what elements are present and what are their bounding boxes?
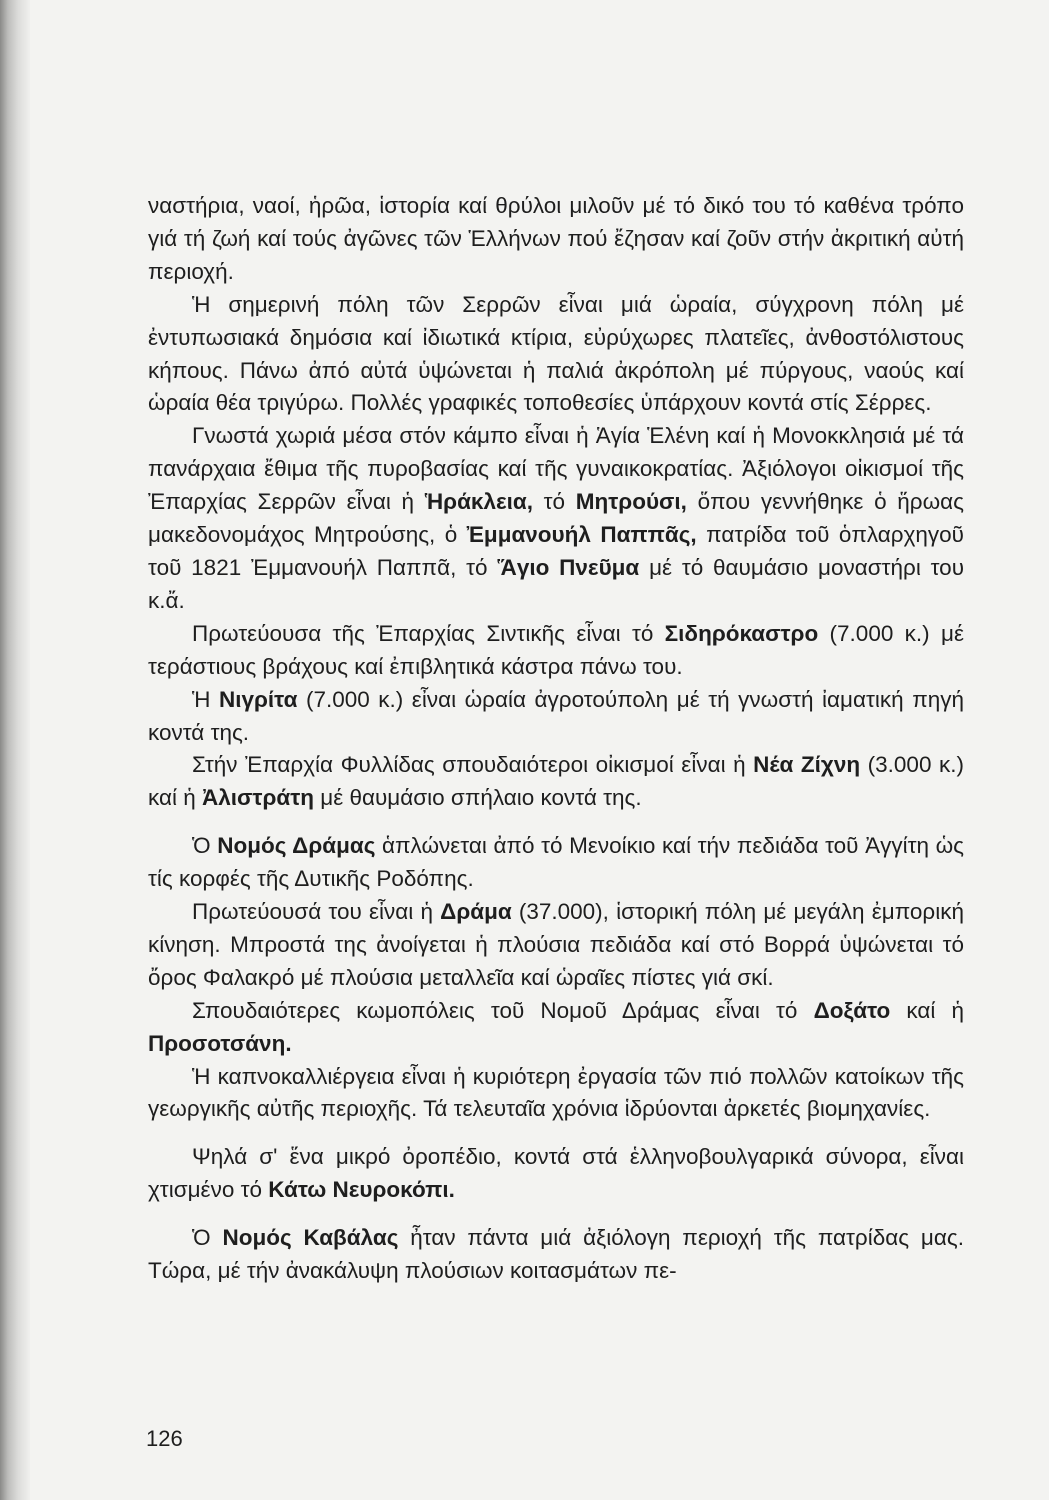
text-run: ναστήρια, ναοί, ἡρῶα, ἱστορία καί θρύλοι μιλοῦν μέ τό δικό του τό καθένα τρόπο γιά τή ζωή καί τούς ἀγῶνες τῶν Ἑλλήνων πού ἔζησαν καί ζοῦν στήν ἀκριτική αὐτή περιοχή. (148, 193, 964, 284)
paragraph (148, 1222, 964, 1288)
text-run: Ὁ (192, 833, 218, 859)
bold-term: Νομός Δράμας (217, 833, 376, 859)
paragraph (148, 896, 964, 995)
text-run: πατρίδα τοῦ ὁπλαρχηγοῦ τοῦ 1821 Ἐμμανουήλ Παππᾶ, τό (148, 522, 964, 580)
text-run: (3.000 κ.) καί ἡ (148, 752, 964, 811)
bold-term: Νέα Ζίχνη (753, 752, 861, 778)
text-run: μέ θαυμάσιο σπήλαιο κοντά της. (313, 785, 642, 811)
bold-term: Ἅγιο Πνεῦμα (497, 554, 640, 580)
bold-term: Δράμα (440, 899, 512, 925)
text-run: (7.000 κ.) μέ τεράστιους βράχους καί ἐπιβλητικά κάστρα πάνω του. (148, 620, 964, 679)
bold-term: Ἐμμανουήλ Παππᾶς, (466, 522, 697, 548)
text-run: ἦταν πάντα μιά ἀξιόλογη περιοχή τῆς πατρίδας μας. Τώρα, μέ τήν ἀνακάλυψη πλούσιων κοιτασμάτων πε- (148, 1225, 965, 1284)
page-number: 126 (146, 1426, 183, 1451)
bold-term: Προσοτσάνη. (148, 1030, 292, 1056)
text-run: Ἡ (192, 686, 219, 712)
paragraph (148, 749, 964, 815)
bold-term: Σιδηρόκαστρο (664, 620, 819, 646)
paragraph (148, 684, 964, 750)
bold-term: Ἀλιστράτη (202, 785, 314, 811)
text-run: Ψηλά σ' ἕνα μικρό ὀροπέδιο, κοντά στά ἑλληνοβουλγαρικά σύνορα, εἶναι χτισμένο τό (148, 1144, 964, 1203)
text-run: Σπουδαιότερες κωμοπόλεις τοῦ Νομοῦ Δράμας εἶναι τό (192, 997, 814, 1023)
bold-term: Κάτω Νευροκόπι. (268, 1177, 455, 1203)
text-run: Ἡ καπνοκαλλιέργεια εἶναι ἡ κυριότερη ἐργασία τῶν πιό πολλῶν κατοίκων τῆς γεωργικῆς αὐτῆς περιοχῆς. Τά τελευταῖα χρόνια ἱδρύονται ἀρκετές βιομηχανίες. (148, 1063, 964, 1122)
text-run: (37.000), ἱστορική πόλη μέ μεγάλη ἐμπορική κίνηση. Μπροστά της ἀνοίγεται ἡ πλούσια πεδιάδα καί στό Βορρά ὑψώνεται τό ὄρος Φαλακρό μέ πλούσια μεταλλεῖα καί ὡραῖες πίστες γιά σκί. (148, 899, 964, 990)
body-text (148, 190, 964, 1288)
text-run: (7.000 κ.) εἶναι ὡραία ἀγροτούπολη μέ τή γνωστή ἰαματική πηγή κοντά της. (148, 686, 965, 745)
paragraph (148, 190, 964, 289)
paragraph (148, 618, 964, 684)
text-run: καί ἡ (890, 997, 964, 1023)
text-run: Πρωτεύουσά του εἶναι ἡ (192, 899, 441, 925)
text-run: μέ τό θαυμάσιο μοναστήρι του κ.ἄ. (148, 554, 964, 613)
page-binding-shadow (0, 0, 30, 1500)
bold-term: Ἡράκλεια, (424, 489, 533, 515)
bold-term: Μητρούσι, (575, 489, 687, 515)
bold-term: Δοξάτο (813, 997, 891, 1023)
text-run: Πρωτεύουσα τῆς Ἐπαρχίας Σιντικῆς εἶναι τό (192, 620, 665, 646)
text-run: ἁπλώνεται ἀπό τό Μενοίκιο καί τήν πεδιάδα τοῦ Ἀγγίτη ὡς τίς κορφές τῆς Δυτικῆς Ροδόπης. (148, 833, 964, 892)
text-run: Ἡ σημερινή πόλη τῶν Σερρῶν εἶναι μιά ὡραία, σύγχρονη πόλη μέ ἐντυπωσιακά δημόσια καί ἰδιωτικά κτίρια, εὐρύχωρες πλατεῖες, ἀνθοστόλιστους κήπους. Πάνω ἀπό αὐτά ὑψώνεται ἡ παλιά ἀκρόπολη μέ πύργους, ναούς καί ὡραία θέα τριγύρω. Πολλές γραφικές τοποθεσίες ὑπάρχουν κοντά στίς Σέρρες. (148, 291, 964, 416)
text-run: Στήν Ἐπαρχία Φυλλίδας σπουδαιότεροι οἰκισμοί εἶναι ἡ (192, 752, 754, 778)
bold-term: Νιγρίτα (218, 686, 298, 712)
text-run: Γνωστά χωριά μέσα στόν κάμπο εἶναι ἡ Ἁγία Ἑλένη καί ἡ Μονοκκλησιά μέ τά πανάρχαια ἔθιμα τῆς πυροβασίας καί τῆς γυναικοκρατίας. Ἀξιόλογοι οἰκισμοί τῆς Ἐπαρχίας Σερρῶν εἶναι ἡ (148, 423, 964, 515)
text-run: ὅπου γεννήθηκε ὁ ἥρωας μακεδονομάχος Μητρούσης, ὁ (148, 489, 964, 548)
paragraph (148, 1061, 964, 1127)
paragraph (148, 1141, 964, 1207)
paragraph (148, 289, 964, 421)
paragraph (148, 420, 964, 617)
paragraph (148, 830, 964, 896)
paragraph (148, 995, 964, 1061)
bold-term: Νομός Καβάλας (222, 1225, 399, 1251)
text-run: τό (533, 489, 576, 515)
text-run: Ὁ (192, 1225, 223, 1251)
